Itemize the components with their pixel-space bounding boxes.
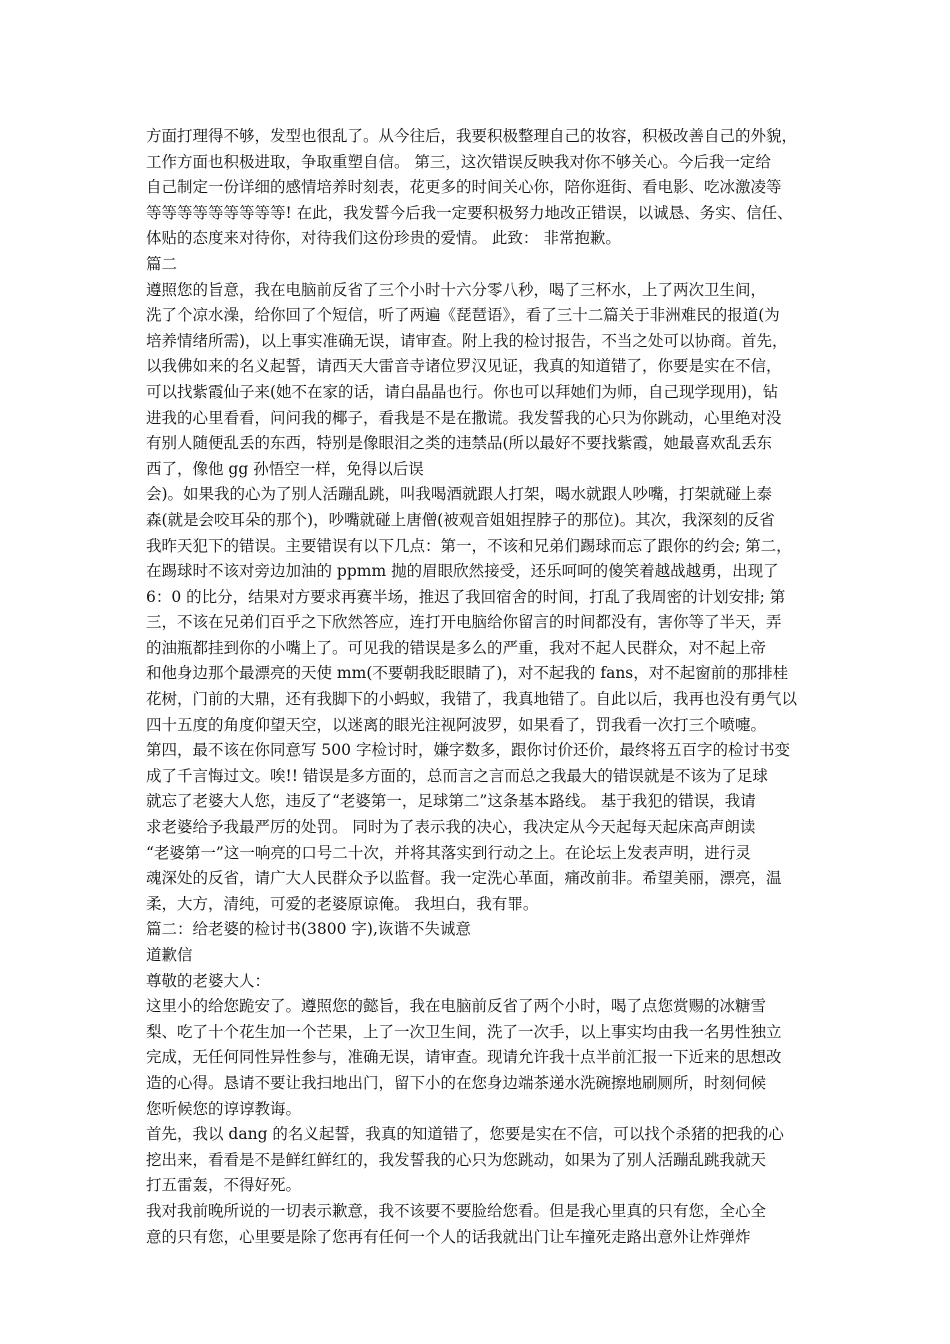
text-line: 在踢球时不该对旁边加油的 ppmm 抛的眉眼欣然接受，还乐呵呵的傻笑着越战越勇，出现了 xyxy=(146,562,779,581)
text-line: 您听候您的谆谆教诲。 xyxy=(146,1099,302,1118)
text-line: 方面打理得不够，发型也很乱了。从今往后，我要积极整理自己的妆容，积极改善自己的外貌， xyxy=(146,127,798,145)
text-line: 意的只有您，心里要是除了您再有任何一个人的话我就出门让车撞死走路出意外让炸弹炸 xyxy=(146,1227,751,1246)
text-line: 自己制定一份详细的感情培养时刻表，花更多的时间关心你，陪你逛街、看电影、吃冰激凌等 xyxy=(146,178,782,197)
text-line: 成了千言悔过文。唉!! 错误是多方面的，总而言之言而总之我最大的错误就是不该为了足球 xyxy=(146,766,768,785)
text-line: 完成，无任何同性异性参与，准确无误，请审查。现请允许我十点半前汇报一下近来的思想改 xyxy=(146,1048,782,1067)
text-line: 花树，门前的大鼎，还有我脚下的小蚂蚁，我错了，我真地错了。自此以后，我再也没有勇气以 xyxy=(146,690,798,709)
text-line: 等等等等等等等等等! 在此，我发誓今后我一定要积极努力地改正错误，以诚恳、务实、信任、 xyxy=(146,203,793,222)
text-line: 和他身边那个最漂亮的天使 mm(不要朝我眨眼睛了)，对不起我的 fans，对不起窗前的那排桂 xyxy=(146,664,789,683)
text-line: 森(就是会咬耳朵的那个)，吵嘴就碰上唐僧(被观音姐姐捏脖子的那位)。其次，我深刻的反省 xyxy=(146,510,775,529)
text-line: 工作方面也积极进取，争取重塑自信。 第三，这次错误反映我对你不够关心。今后我一定给 xyxy=(146,152,771,171)
text-line: 挖出来，看看是不是鲜红鲜红的，我发誓我的心只为您跳动，如果为了别人活蹦乱跳我就天 xyxy=(146,1150,767,1169)
text-line: 进我的心里看看，问问我的椰子，看我是不是在撒谎。我发誓我的心只为你跳动，心里绝对没 xyxy=(146,408,782,427)
text-line: 打五雷轰，不得好死。 xyxy=(146,1176,302,1195)
text-line: 培养情绪所需)，以上事实准确无误，请审查。附上我的检讨报告，不当之处可以协商。首先， xyxy=(146,331,788,350)
text-line: 会)。如果我的心为了别人活蹦乱跳，叫我喝酒就跟人打架，喝水就跟人吵嘴，打架就碰上泰 xyxy=(146,485,773,504)
text-line: 求老婆给予我最严厉的处罚。 同时为了表示我的决心，我决定从今天起每天起床高声朗读 xyxy=(146,818,756,837)
text-line: 6：0 的比分，结果对方要求再赛半场，推迟了我回宿舍的时间，打乱了我周密的计划安排; 第 xyxy=(146,587,786,606)
text-line: 以我佛如来的名义起誓，请西天大雷音寺诸位罗汉见证，我真的知道错了，你要是实在不信， xyxy=(146,357,782,376)
text-line: 体贴的态度来对待你，对待我们这份珍贵的爱情。 此致： 非常抱歉。 xyxy=(146,229,621,248)
body-text xyxy=(146,124,806,1250)
text-line: 魂深处的反省，请广大人民群众予以监督。我一定洗心革面，痛改前非。希望美丽，漂亮，温 xyxy=(146,869,782,888)
text-line: 有别人随便乱丢的东西，特别是像眼泪之类的违禁品(所以最好不要找紫霞，她最喜欢乱丢东 xyxy=(146,434,773,453)
text-line: 造的心得。恳请不要让我扫地出门，留下小的在您身边端茶递水洗碗擦地刷厕所，时刻伺候 xyxy=(146,1073,767,1092)
text-line: 篇二 xyxy=(146,254,178,273)
text-line: 篇二：给老婆的检讨书(3800 字),诙谐不失诚意 xyxy=(146,920,471,939)
text-line: 遵照您的旨意，我在电脑前反省了三个小时十六分零八秒，喝了三杯水，上了两次卫生间， xyxy=(146,280,767,299)
text-line: 柔，大方，清纯，可爱的老婆原谅俺。 我坦白，我有罪。 xyxy=(146,894,539,913)
text-line: 道歉信 xyxy=(146,946,193,964)
text-line: 西了，像他 gg 孙悟空一样，免得以后误 xyxy=(146,459,424,478)
text-line: 第四，最不该在你同意写 500 字检讨时，嫌字数多，跟你讨价还价，最终将五百字的检讨书变 xyxy=(146,741,790,760)
text-line: 我昨天犯下的错误。主要错误有以下几点：第一，不该和兄弟们踢球而忘了跟你的约会; 第二， xyxy=(146,536,792,555)
text-line: 的油瓶都挂到你的小嘴上了。可见我的错误是多么的严重，我对不起人民群众，对不起上帝 xyxy=(146,638,767,657)
text-line: 就忘了老婆大人您，违反了“老婆第一，足球第二”这条基本路线。 基于我犯的错误，我请 xyxy=(146,792,756,811)
text-line: 梨、吃了十个花生加一个芒果，上了一次卫生间，洗了一次手，以上事实均由我一名男性独立 xyxy=(146,1022,782,1041)
text-line: 首先，我以 dang 的名义起誓，我真的知道错了，您要是实在不信，可以找个杀猪的把我的心 xyxy=(146,1125,784,1144)
text-line: 三，不该在兄弟们百乎之下欣然答应，连打开电脑给你留言的时间都没有，害你等了半天，弄 xyxy=(146,613,782,632)
text-line: “老婆第一”这一响亮的口号二十次，并将其落实到行动之上。在论坛上发表声明，进行灵 xyxy=(146,843,751,862)
text-line: 洗了个凉水澡，给你回了个短信，听了两遍《琵琶语》，看了三十二篇关于非洲难民的报道(为 xyxy=(146,306,780,325)
text-line: 可以找紫霞仙子来(她不在家的话，请白晶晶也行。你也可以拜她们为师，自己现学现用)，钻 xyxy=(146,382,779,401)
text-line: 尊敬的老婆大人： xyxy=(146,971,271,990)
text-line: 这里小的给您跪安了。遵照您的懿旨，我在电脑前反省了两个小时，喝了点您赏赐的冰糖雪 xyxy=(146,997,767,1016)
text-line: 我对我前晚所说的一切表示歉意，我不该要不要脸给您看。但是我心里真的只有您，全心全 xyxy=(146,1201,767,1220)
text-line: 四十五度的角度仰望天空，以迷离的眼光注视阿波罗，如果看了，罚我看一次打三个喷嚏。 xyxy=(146,715,767,734)
